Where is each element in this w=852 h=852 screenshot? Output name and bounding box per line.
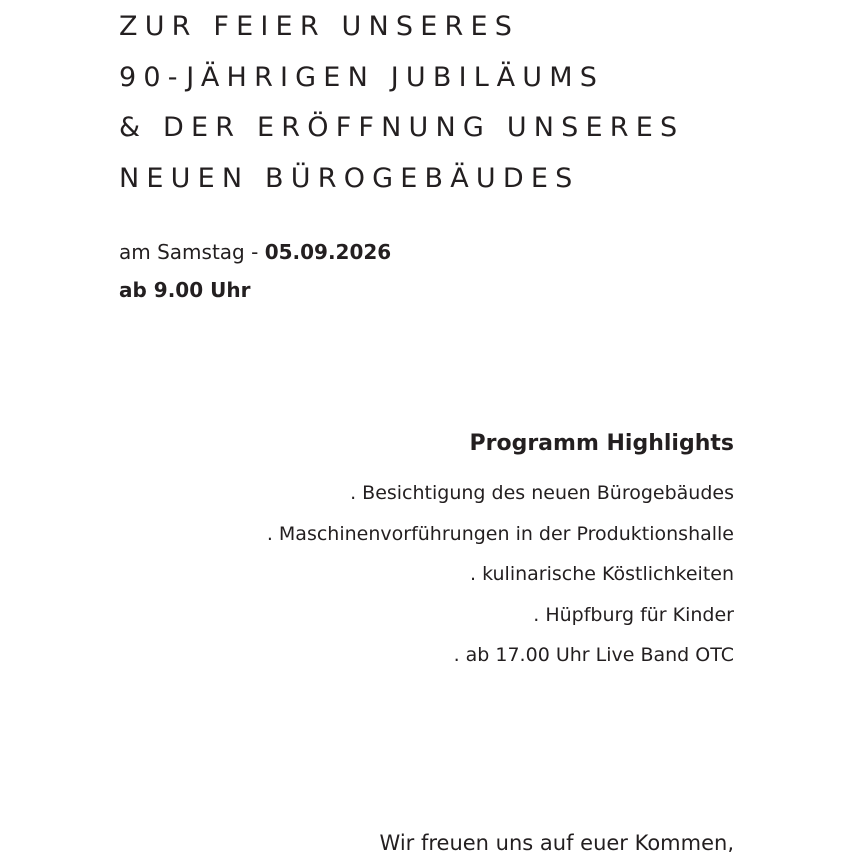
event-date: 05.09.2026 <box>264 240 392 264</box>
headline-line-3: & DER ERÖFFNUNG UNSERES <box>119 112 685 143</box>
program-list <box>267 473 734 676</box>
headline-line-2: 90-JÄHRIGEN JUBILÄUMS <box>119 61 605 93</box>
headline-line-4: NEUEN BÜROGEBÄUDES <box>119 162 580 194</box>
program-title: Programm Highlights <box>469 431 734 456</box>
program-item: . ab 17.00 Uhr Live Band OTC <box>453 644 734 666</box>
event-date-block <box>119 233 391 309</box>
program-item: . kulinarische Köstlichkeiten <box>470 563 734 585</box>
event-time: ab 9.00 Uhr <box>119 278 251 302</box>
program-item: . Maschinenvorführungen in der Produktionshalle <box>266 522 734 545</box>
headline-line-1: ZUR FEIER UNSERES <box>119 11 520 42</box>
headline <box>119 2 684 204</box>
program-highlights <box>267 427 734 676</box>
closing-text: Wir freuen uns auf euer Kommen, <box>379 831 734 852</box>
event-date-line <box>119 233 391 271</box>
program-item: . Besichtigung des neuen Bürogebäudes <box>350 482 734 504</box>
event-date-prefix: am Samstag - <box>119 240 265 264</box>
program-item: . Hüpfburg für Kinder <box>533 603 734 626</box>
